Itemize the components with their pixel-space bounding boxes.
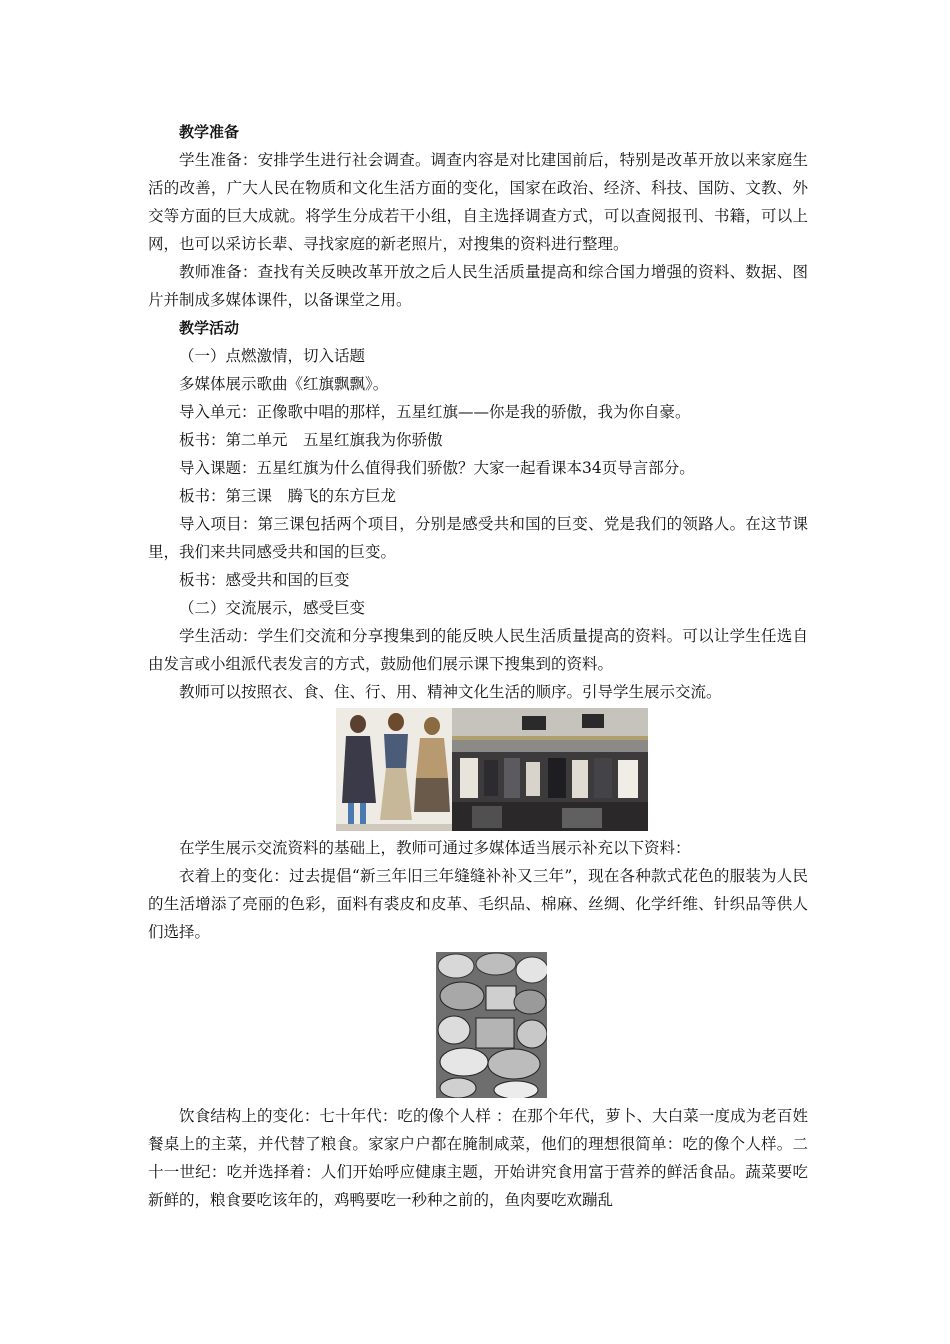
paragraph-line: 板书：感受共和国的巨变 [179,571,350,589]
paragraph-student-preparation: 学生准备：安排学生进行社会调查。调查内容是对比建国前后，特别是改革开放以来家庭生活的改善，广大人民在物质和文化生活方面的变化，国家在政治、经济、科技、国防、文教、外交等方面的巨大成就。将学生分成若干小组，自主选择调查方式，可以查阅报刊、书籍，可以上网，也可以采访长辈、寻找家庭的新老照片，对搜集的资料进行整理。 [148,151,808,253]
paragraph-line: 板书：第二单元 五星红旗我为你骄傲 [179,431,443,449]
paragraph-line: 板书：第三课 腾飞的东方巨龙 [179,487,397,505]
paragraph-teacher-preparation: 教师准备：查找有关反映改革开放之后人民生活质量提高和综合国力增强的资料、数据、图片并制成多媒体课件，以备课堂之用。 [148,263,808,309]
section-preparation [148,118,808,706]
paragraph-line: 在学生展示交流资料的基础上，教师可通过多媒体适当展示补充以下资料： [179,839,691,857]
paragraph-line: 教师可以按照衣、食、住、行、用、精神文化生活的顺序。引导学生展示交流。 [179,683,722,701]
paragraph-line: （一）点燃激情，切入话题 [179,347,366,365]
fashion-models-image [336,708,452,831]
paragraph-clothing-change: 衣着上的变化：过去提倡“新三年旧三年缝缝补补又三年”，现在各种款式花色的服装为人民的生活增添了亮丽的色彩，面料有裘皮和皮革、毛织品、棉麻、丝绸、化学纤维、针织品等供人们选择。 [148,867,808,941]
paragraph-diet-change: 饮食结构上的变化：七十年代：吃的像个人样 ：在那个年代，萝卜、大白菜一度成为老百姓餐桌上的主菜，并代替了粮食。家家户户都在腌制咸菜，他们的理想很简单：吃的像个人样。二十一世纪：吃并选择着：人们开始呼应健康主题，开始讲究食用富于营养的鲜活食品。蔬菜要吃新鲜的，粮食要吃该年的，鸡鸭要吃一秒种之前的，鱼肉要吃欢蹦乱 [148,1107,808,1209]
section-diet [148,1102,808,1214]
paragraph-line: 导入项目：第三课包括两个项目，分别是感受共和国的巨变、党是我们的领路人。在这节课里，我们来共同感受共和国的巨变。 [148,515,808,561]
heading-teaching-activities: 教学活动 [179,319,240,337]
clothing-store-image [452,708,648,831]
paragraph-line: 多媒体展示歌曲《红旗飘飘》。 [179,375,389,393]
food-dishes-image [436,952,547,1098]
paragraph-line: （二）交流展示，感受巨变 [179,599,366,617]
paragraph-line: 导入课题：五星红旗为什么值得我们骄傲？大家一起看课本34页导言部分。 [179,459,695,477]
paragraph-line: 学生活动：学生们交流和分享搜集到的能反映人民生活质量提高的资料。可以让学生任选自由发言或小组派代表发言的方式，鼓励他们展示课下搜集到的资料。 [148,627,808,673]
heading-teaching-preparation: 教学准备 [179,123,240,141]
clothing-images [336,708,648,831]
paragraph-line: 导入单元：正像歌中唱的那样，五星红旗——你是我的骄傲，我为你自豪。 [179,403,691,421]
section-clothing [148,834,808,946]
